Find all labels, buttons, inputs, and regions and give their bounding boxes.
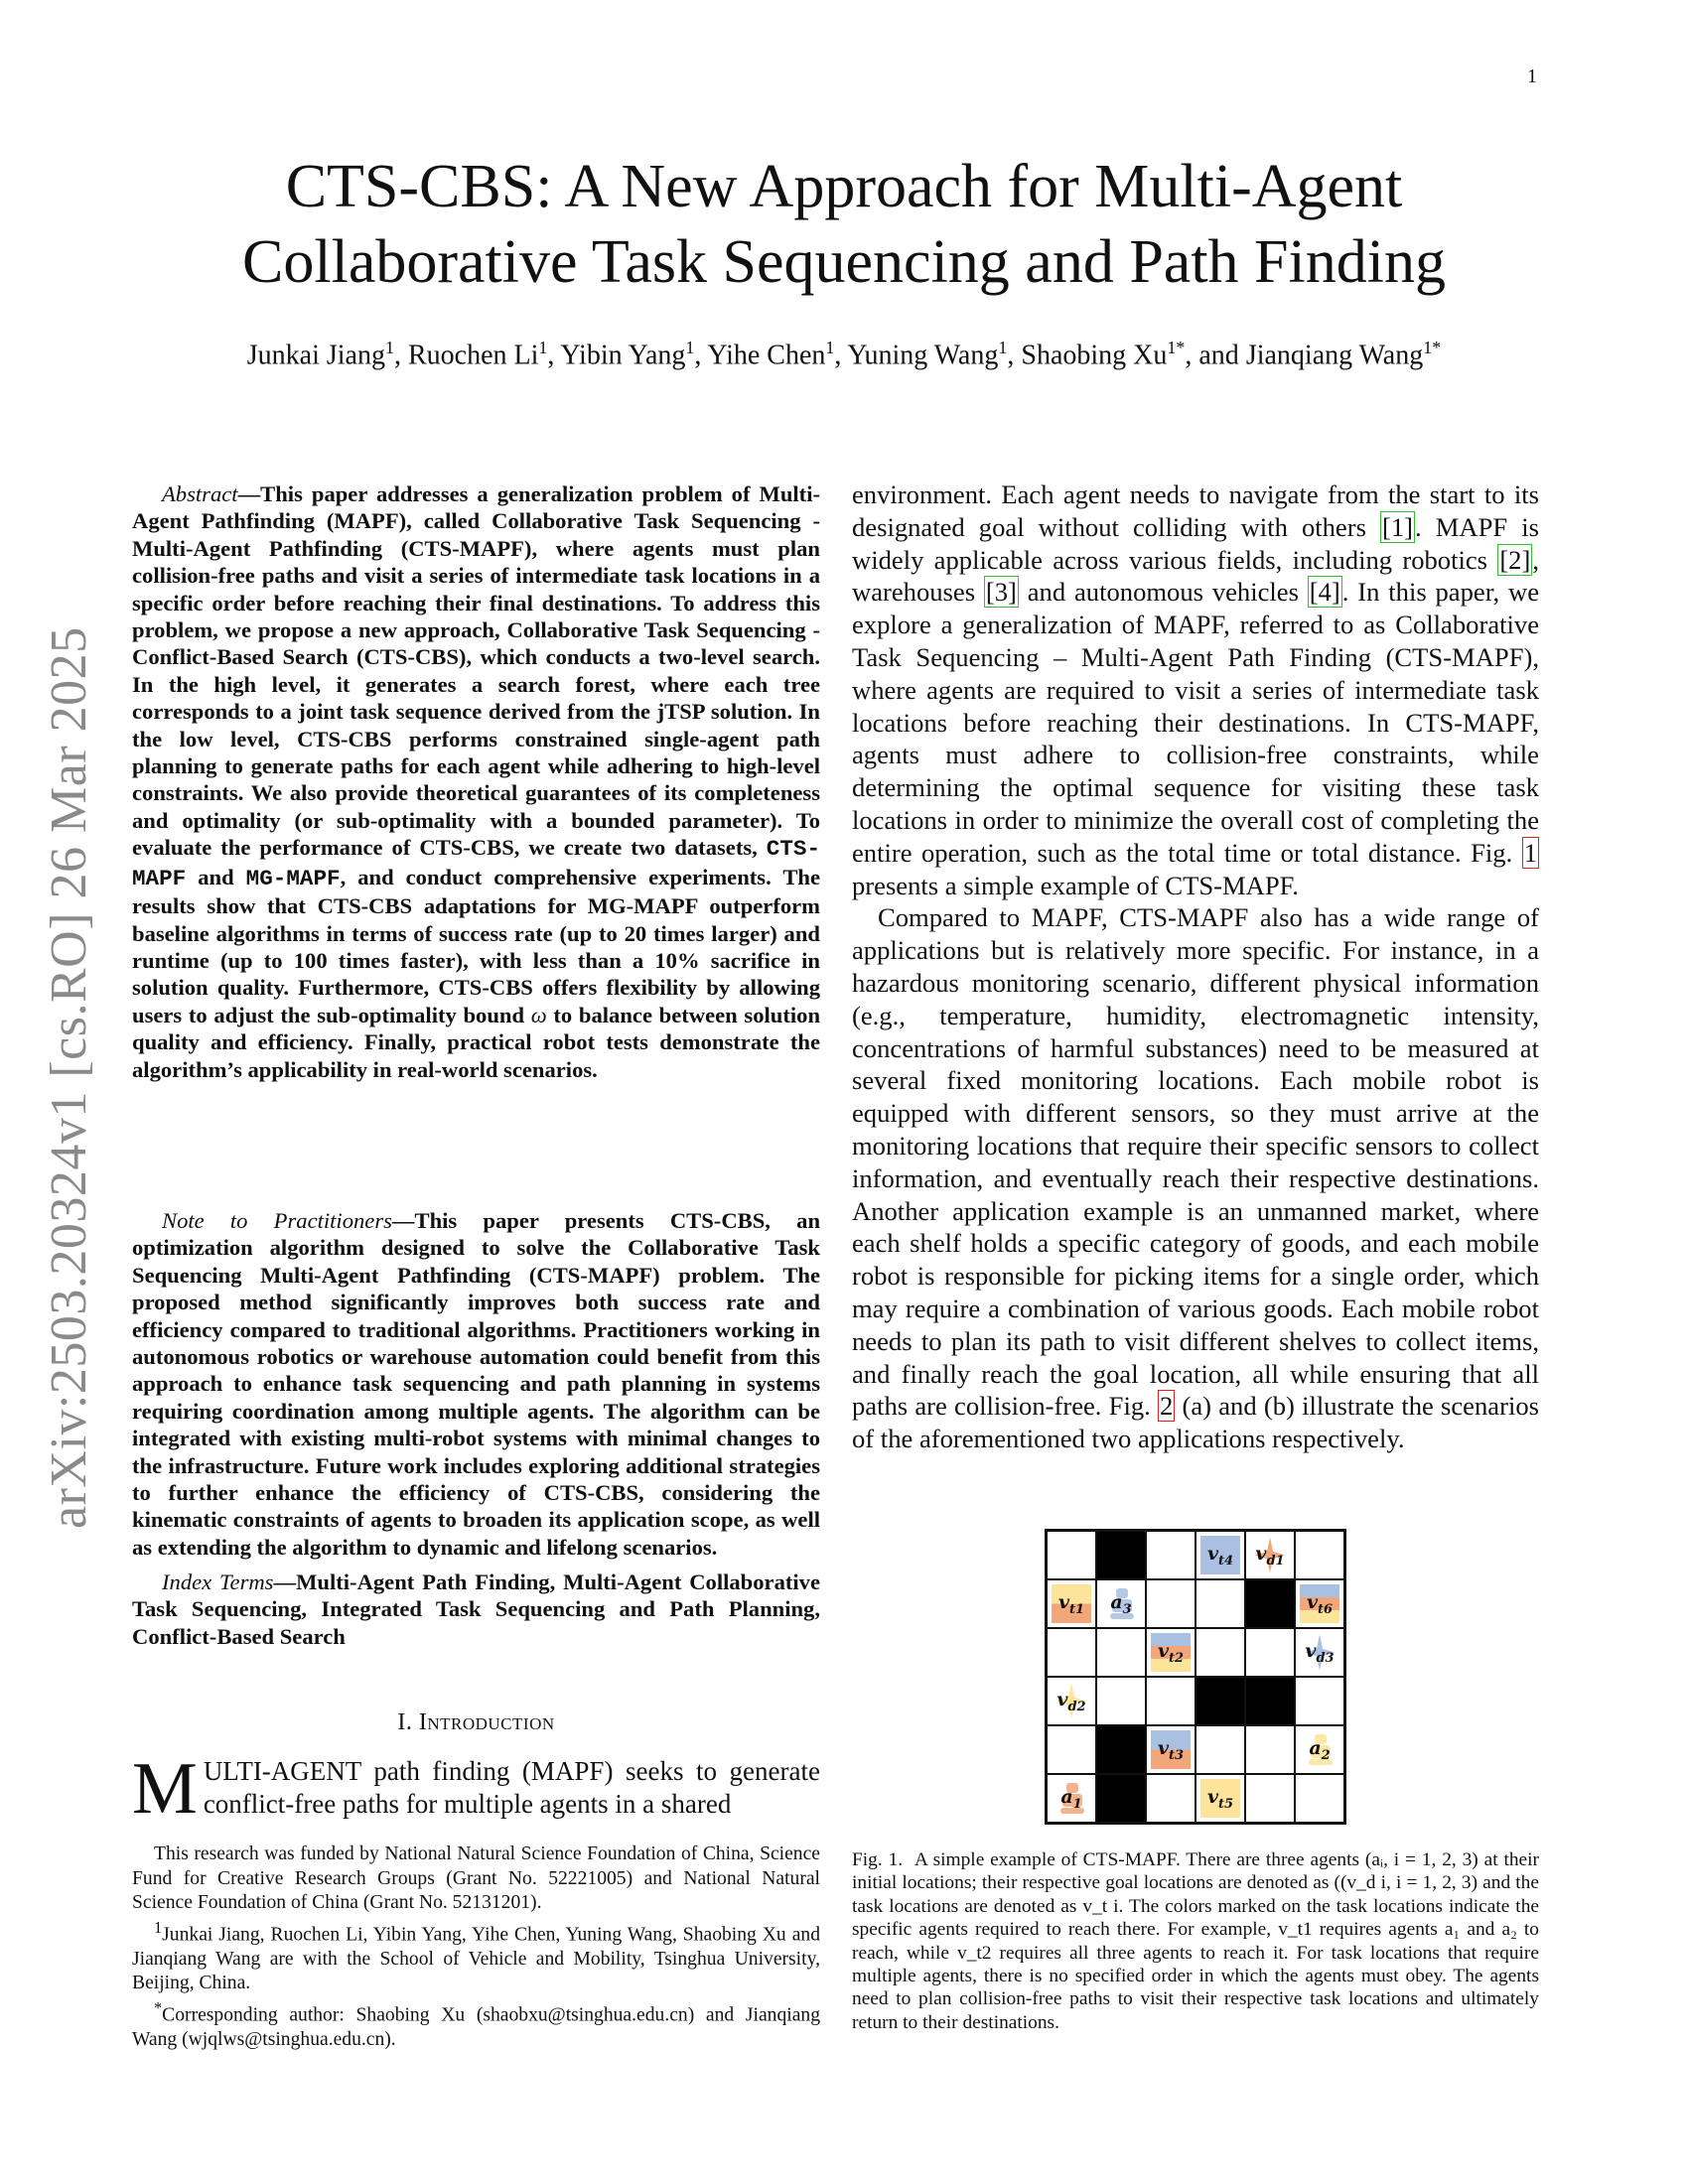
grid-cell-empty [1047,1531,1096,1579]
abstract-text: , and conduct comprehensive experiments. The results show that CTS-CBS adaptations for MG-MAPF outperform baseline algorithms in terms of success rate (up to 20 times larger) and runtime (up to 100 times faster), with less than a 10% sacrifice in solution quality. Furthermore, CTS-CBS offers flexibility by allowing users to adjust the sub-optimality bound [132,864,820,1027]
grid-cell-goal [1295,1628,1344,1677]
footnote-text: Junkai Jiang, Ruochen Li, Yibin Yang, Yihe Chen, Yuning Wang, Shaobing Xu and Jianqiang Wang are with the School of Vehicle and Mobility, Tsinghua University, Beijing, China. [132,1924,820,1994]
label-subscript: d3 [1316,1650,1335,1666]
grid-cell-goal [1245,1531,1295,1579]
label-subscript: t6 [1317,1601,1334,1617]
cell-label [1307,1591,1333,1617]
label-subscript: 3 [1122,1601,1132,1617]
dash: — [391,1208,415,1233]
abstract [132,480,820,1083]
label-subscript: d1 [1266,1553,1285,1569]
author-separator: , and [1185,340,1246,371]
author-name: Shaobing Xu [1021,340,1168,371]
author-affiliation-mark: 1 [825,338,835,357]
author-affiliation-mark: 1 [538,338,548,357]
cell-label [1058,1591,1084,1617]
grid-cell-empty [1146,1531,1196,1579]
label-base: a [1110,1590,1123,1613]
paper-title [0,149,1688,300]
footnote-affiliation [132,1916,820,1996]
grid-cell-empty [1295,1774,1344,1823]
author-affiliation-mark: 1 [998,338,1008,357]
grid-cell-empty [1146,1677,1196,1725]
author-affiliation-mark: 1 [685,338,695,357]
label-base: v [1206,1542,1218,1565]
cell-label [1207,1786,1233,1812]
author-separator: , [834,340,848,371]
grid-cell-empty [1096,1677,1146,1725]
grid-cell-empty [1146,1774,1196,1823]
footnote-corresponding [132,1996,820,2053]
grid-cell-empty [1295,1531,1344,1579]
dash: — [273,1570,297,1594]
label-subscript: t2 [1168,1650,1185,1666]
body-paragraph [852,478,1539,901]
grid-cell-empty [1096,1628,1146,1677]
dataset-name: CTS-MAPF [132,836,820,891]
body-text: . MAPF is widely applicable across various fields, including robotics [852,511,1539,575]
figure-link[interactable]: 2 [1160,1391,1174,1422]
author-name: Yihe Chen [707,340,826,371]
author-separator: , [393,340,408,371]
label-base: a [1309,1736,1322,1759]
grid-cell-empty [1196,1628,1245,1677]
label-subscript: t5 [1217,1796,1234,1812]
author-name: Yuning Wang [847,340,999,371]
citation-link[interactable]: [3] [985,577,1017,608]
body-text: . In this paper, we explore a generalization of MAPF, referred to as Collaborative Task Sequencing – Multi-Agent Path Finding (CTS-MAPF), where agents are required to visit a series of intermediate task locations before reaching their destinations. In CTS-MAPF, agents must adhere to collision-free constraints, while determining the optimal sequence for visiting these task locations in order to minimize the overall cost of completing the entire operation, such as the total time or total distance. Fig. [852,577,1539,868]
grid-cell-empty [1295,1677,1344,1725]
grid-cell-agent [1047,1774,1096,1823]
footnote-funding: This research was funded by National Natural Science Foundation of China, Science Fund for Creative Research Groups (Grant No. 52221005) and National Natural Science Foundation of China (Grant No. 52131201). [132,1843,820,1913]
cell-label [1207,1543,1233,1569]
cell-label [1110,1591,1131,1617]
citation-link[interactable]: [4] [1309,577,1340,608]
author-list [0,338,1688,371]
section-number: I. [397,1709,413,1735]
label-subscript: t3 [1168,1747,1185,1763]
author-name: Junkai Jiang [246,340,385,371]
author-affiliation-mark: 1* [1423,338,1442,357]
body-text: Compared to MAPF, CTS-MAPF also has a wide range of applications but is relatively more specific. For instance, in a hazardous monitoring scenario, different physical information (e.g., temperature, humidity, electromagnetic intensity, concentrations of harmful substances) need to be measured at several fixed monitoring locations. Each mobile robot is equipped with different sensors, so they must arrive at the monitoring locations that require their specific sensors to collect information, and eventually reach their respective destinations. Another application example is an unmanned market, where each shelf holds a specific category of goods, and each mobile robot is responsible for picking items for a single order, which may require a combination of various goods. Each mobile robot needs to plan its path to visit different shelves to collect items, and finally reach the goal location, all while ensuring that all paths are collision-free. Fig. [852,902,1539,1422]
label-subscript: d2 [1067,1699,1086,1714]
intro-paragraph [132,1748,820,1830]
label-base: v [1305,1639,1317,1662]
cell-label [1309,1737,1330,1763]
intro-text: ULTI-AGENT path finding (MAPF) seeks to generate conflict-free paths for multiple agents in a shared [203,1756,820,1819]
label-base: v [1157,1736,1169,1759]
grid-cell-empty [1047,1628,1096,1677]
label-base: a [1060,1785,1073,1808]
cell-label [1060,1786,1081,1812]
author-name: Jianqiang Wang [1245,340,1424,371]
abstract-text: and [186,864,246,889]
author-name: Ruochen Li [407,340,539,371]
grid-cell-task [1047,1579,1096,1628]
grid-cell-agent [1295,1725,1344,1774]
abstract-label: Abstract [162,481,238,506]
cell-label [1056,1689,1085,1714]
grid-cell-empty [1245,1725,1295,1774]
section-heading [132,1709,820,1736]
caption-label: Fig. 1. [852,1849,904,1870]
grid-cell-obstacle [1096,1774,1146,1823]
body-text: , warehouses [852,544,1539,608]
title-line-2: Collaborative Task Sequencing and Path Finding [242,228,1446,296]
grid-cell-obstacle [1196,1677,1245,1725]
dash: — [237,481,261,506]
note-to-practitioners [132,1207,820,1561]
label-base: v [1057,1590,1069,1613]
cell-label [1255,1543,1284,1569]
label-base: v [1206,1785,1218,1808]
grid-cell-task [1295,1579,1344,1628]
index-terms-text: Multi-Agent Path Finding, Multi-Agent Collaborative Task Sequencing, Integrated Task Sequencing and Path Planning, Conflict-Based Search [132,1570,820,1649]
author-affiliation-mark: 1 [384,338,394,357]
footnote-mark: * [154,1997,163,2017]
drop-cap: M [132,1748,198,1830]
footnotes [132,1843,820,2052]
label-base: v [1255,1542,1267,1565]
grid-cell-obstacle [1245,1579,1295,1628]
author-name: Yibin Yang [560,340,686,371]
cell-label [1158,1640,1184,1666]
body-text: and autonomous vehicles [1018,577,1308,608]
grid-cell-task [1146,1725,1196,1774]
intro-continued [852,478,1539,1455]
omega-symbol: ω [530,1002,547,1027]
grid-cell-empty [1196,1579,1245,1628]
label-base: v [1157,1639,1169,1662]
author-separator: , [1007,340,1022,371]
label-base: v [1306,1590,1318,1613]
body-paragraph [852,901,1539,1455]
caption-text: A simple example of CTS-MAPF. There are three agents (aᵢ, i = 1, 2, 3) at their initial locations; their respective goal locations are denoted as ((v_d i, i = 1, 2, 3) and the task locations are denoted as v_t i. The colors marked on the task locations indicate the specific agents required to reach there. For example, v_t1 requires agents a₁ and a₂ to reach, while v_t2 requires all three agents to reach it. For task locations that require multiple agents, there is no specified order in which the agents must obey. The agents need to plan collision-free paths to visit their respective task locations and ultimately return to their destinations. [852,1849,1539,2033]
grid-cell-empty [1146,1579,1196,1628]
footnote-text: Corresponding author: Shaobing Xu (shaobxu@tsinghua.edu.cn) and Jianqiang Wang (wjqlws@tsinghua.edu.cn). [132,2004,820,2050]
grid-cell-empty [1245,1628,1295,1677]
body-text: environment. Each agent needs to navigate from the start to its designated goal without colliding with others [852,479,1539,542]
author-separator: , [694,340,708,371]
abstract-text: to balance between solution quality and efficiency. Finally, practical robot tests demonstrate the algorithm’s applicability in real-world scenarios. [132,1002,821,1082]
index-terms [132,1569,820,1650]
cell-label [1305,1640,1334,1666]
note-label: Note to Practitioners [162,1208,392,1233]
body-text: presents a simple example of CTS-MAPF. [852,870,1299,900]
citation-link[interactable]: [2] [1499,544,1531,575]
footnote-mark: 1 [154,1917,163,1937]
grid-cell-agent [1096,1579,1146,1628]
grid-cell-task [1146,1628,1196,1677]
label-subscript: 1 [1072,1796,1082,1812]
figure-link[interactable]: 1 [1523,837,1537,868]
grid-cell-empty [1245,1774,1295,1823]
body-text: (a) and (b) illustrate the scenarios of the aforementioned two applications respectively. [852,1391,1539,1454]
grid-cell-task [1196,1774,1245,1823]
page-number: 1 [1527,66,1537,87]
dataset-name: MG-MAPF [245,865,341,891]
title-line-1: CTS-CBS: A New Approach for Multi-Agent [285,153,1403,220]
label-subscript: t4 [1217,1553,1234,1569]
author-separator: , [547,340,561,371]
figure-caption [852,1848,1539,2034]
grid-cell-empty [1047,1725,1096,1774]
index-terms-label: Index Terms [162,1570,274,1594]
grid-cell-obstacle [1245,1677,1295,1725]
grid-cell-empty [1196,1725,1245,1774]
grid-cell-task [1196,1531,1245,1579]
grid-cell-obstacle [1096,1725,1146,1774]
arxiv-identifier: arXiv:2503.20324v1 [cs.RO] 26 Mar 2025 [41,626,97,1529]
label-base: v [1056,1688,1068,1710]
abstract-text: This paper addresses a generalization problem of Multi-Agent Pathfinding (MAPF), called Collaborative Task Sequencing - Multi-Agent Pathfinding (CTS-MAPF), where agents must plan collision-free paths and visit a series of intermediate task locations in a specific order before reaching their final destinations. To address this problem, we propose a new approach, Collaborative Task Sequencing - Conflict-Based Search (CTS-CBS), which conducts a two-level search. In the high level, it generates a search forest, where each tree corresponds to a joint task sequence derived from the jTSP solution. In the low level, CTS-CBS performs constrained single-agent path planning to generate paths for each agent while adhering to high-level constraints. We also provide theoretical guarantees of its completeness and optimality (or sub-optimality with a bounded parameter). To evaluate the performance of CTS-CBS, we create two datasets, [132,481,820,861]
author-affiliation-mark: 1* [1167,338,1186,357]
grid-cell-obstacle [1096,1531,1146,1579]
label-subscript: t1 [1068,1601,1085,1617]
citation-link[interactable]: [1] [1382,511,1414,542]
label-subscript: 2 [1321,1747,1331,1763]
note-text: This paper presents CTS-CBS, an optimization algorithm designed to solve the Collaborative Task Sequencing Multi-Agent Pathfinding (CTS-MAPF) problem. The proposed method significantly improves both success rate and efficiency compared to traditional algorithms. Practitioners working in autonomous robotics or warehouse automation could benefit from this approach to enhance task sequencing and path planning in systems requiring coordination among multiple agents. The algorithm can be integrated with existing multi-robot systems with minimal changes to the infrastructure. Future work includes exploring additional strategies to further enhance the efficiency of CTS-CBS, considering the kinematic constraints of agents to broaden its application scope, as well as extending the algorithm to dynamic and lifelong scenarios. [132,1208,821,1560]
cts-mapf-grid-figure [1045,1529,1346,1825]
cell-label [1158,1737,1184,1763]
section-title: Introduction [418,1709,555,1735]
grid-cell-goal [1047,1677,1096,1725]
